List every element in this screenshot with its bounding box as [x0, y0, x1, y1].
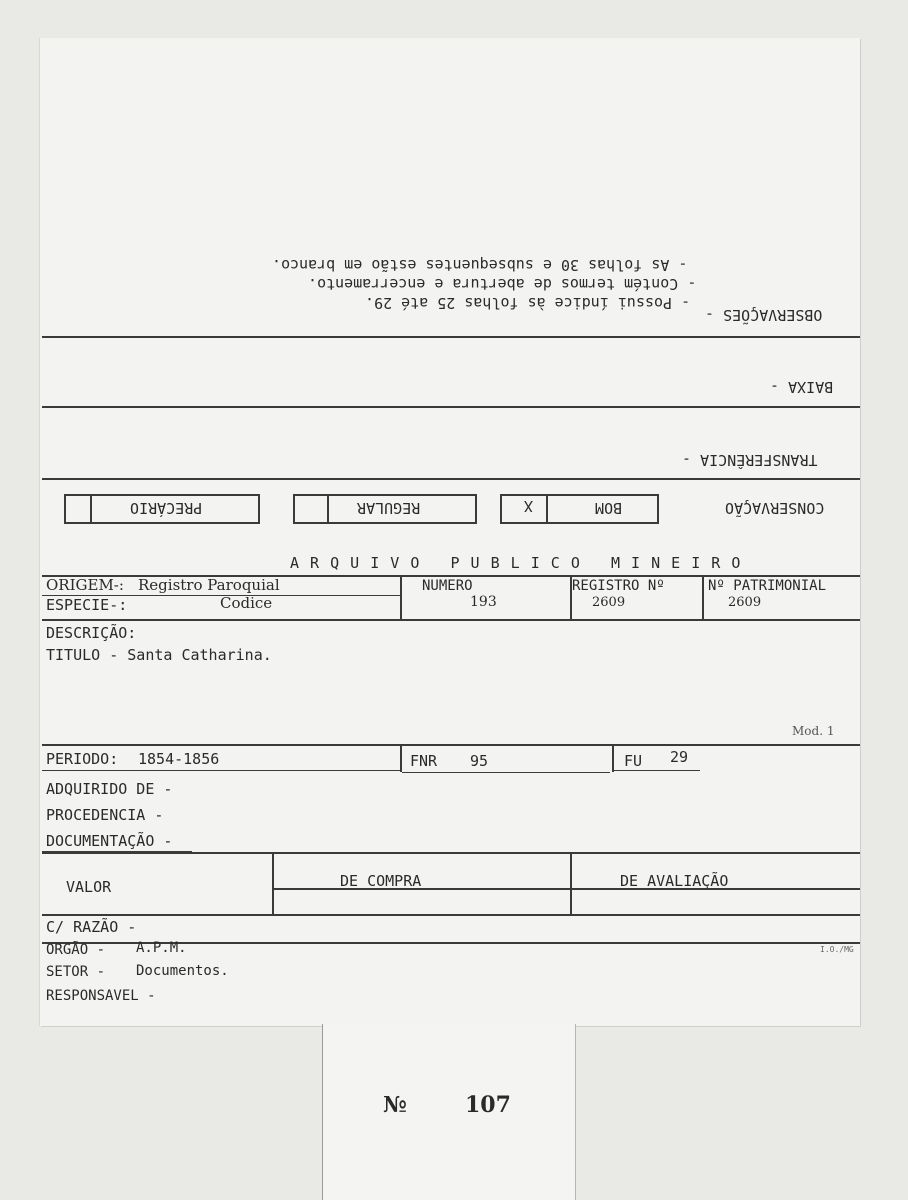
fu-label: FU	[624, 752, 643, 770]
precario-label: PRECÁRIO	[130, 499, 203, 517]
observacoes-label: OBSERVAÇÕES -	[705, 306, 823, 324]
baixa-label: BAIXA -	[770, 378, 834, 396]
divider-numero	[400, 575, 402, 619]
razao-label: C/ RAZÃO -	[46, 918, 137, 936]
numero-label: NUMERO	[422, 578, 473, 594]
numero-value: 193	[470, 594, 497, 610]
responsavel-label: RESPONSAVEL -	[46, 988, 156, 1004]
printer-mark: I.O./MG	[820, 945, 854, 954]
number-sign: №	[383, 1092, 407, 1118]
institution-title: A R Q U I V O P U B L I C O M I N E I R O	[290, 554, 742, 572]
divider-fnr	[400, 744, 402, 772]
registro-label: REGISTRO Nº	[572, 578, 665, 594]
registro-value: 2609	[592, 595, 626, 610]
fnr-label: FNR	[410, 752, 438, 770]
patrimonial-label: Nº PATRIMONIAL	[708, 578, 827, 594]
model-number: Mod. 1	[792, 724, 835, 738]
avaliacao-field[interactable]	[574, 890, 858, 912]
periodo-value: 1854-1856	[138, 750, 220, 768]
patrimonial-value: 2609	[728, 595, 762, 610]
especie-value: Codice	[220, 594, 273, 612]
procedencia-label: PROCEDENCIA -	[46, 806, 164, 824]
conservacao-label: CONSERVAÇÃO	[725, 499, 825, 517]
divider-fu	[612, 744, 614, 772]
archive-number: 107	[465, 1092, 511, 1118]
observacoes-line-3: - As folhas 30 e subsequentes estão em branco.	[272, 256, 688, 274]
descricao-label: DESCRIÇÃO:	[46, 624, 137, 642]
transferencia-label: TRANSFERÊNCIA -	[682, 451, 818, 469]
avaliacao-label: DE AVALIAÇÃO	[620, 872, 729, 890]
divider-transferencia	[42, 478, 860, 480]
setor-value: Documentos.	[136, 963, 229, 979]
divider-patrimonial	[702, 575, 704, 619]
fu-underline	[614, 770, 700, 771]
bom-label: BOM	[595, 499, 623, 517]
fnr-underline	[402, 772, 610, 773]
compra-field[interactable]	[276, 890, 568, 912]
archive-number-card	[322, 1024, 576, 1200]
fu-value: 29	[670, 748, 689, 766]
divider-descricao	[42, 744, 860, 746]
divider-valor	[272, 852, 274, 914]
divider-origem	[42, 619, 860, 621]
valor-label: VALOR	[66, 878, 112, 896]
compra-label: DE COMPRA	[340, 872, 422, 890]
setor-label: SETOR -	[46, 964, 106, 980]
divider-baixa	[42, 406, 860, 408]
bom-mark: X	[524, 497, 534, 515]
divider-observacoes	[42, 336, 860, 338]
regular-mark-cell	[295, 496, 329, 522]
origem-value: Registro Paroquial	[138, 576, 280, 594]
periodo-underline	[42, 770, 400, 771]
catalog-card	[40, 38, 860, 1026]
orgao-value: A.P.M.	[136, 940, 187, 956]
titulo-text: TITULO - Santa Catharina.	[46, 646, 272, 664]
observacoes-line-2: - Contém termos de abertura e encerramento.	[308, 275, 697, 293]
precario-mark-cell	[66, 496, 92, 522]
observacoes-line-1: - Possui índice às folhas 25 até 29.	[365, 294, 691, 312]
divider-compra	[570, 852, 572, 914]
especie-label: ESPECIE-:	[46, 596, 128, 614]
divider-documentacao	[42, 852, 860, 854]
baixa-field[interactable]	[50, 348, 750, 398]
orgao-label: ORGÃO -	[46, 942, 106, 958]
fnr-value: 95	[470, 752, 489, 770]
adquirido-label: ADQUIRIDO DE -	[46, 780, 173, 798]
origem-label: ORIGEM-:	[46, 576, 124, 594]
transferencia-field[interactable]	[50, 418, 670, 468]
periodo-label: PERIODO:	[46, 750, 119, 768]
documentacao-label: DOCUMENTAÇÃO -	[46, 832, 173, 850]
regular-label: REGULAR	[357, 499, 421, 517]
divider-valor-bottom	[42, 914, 860, 916]
